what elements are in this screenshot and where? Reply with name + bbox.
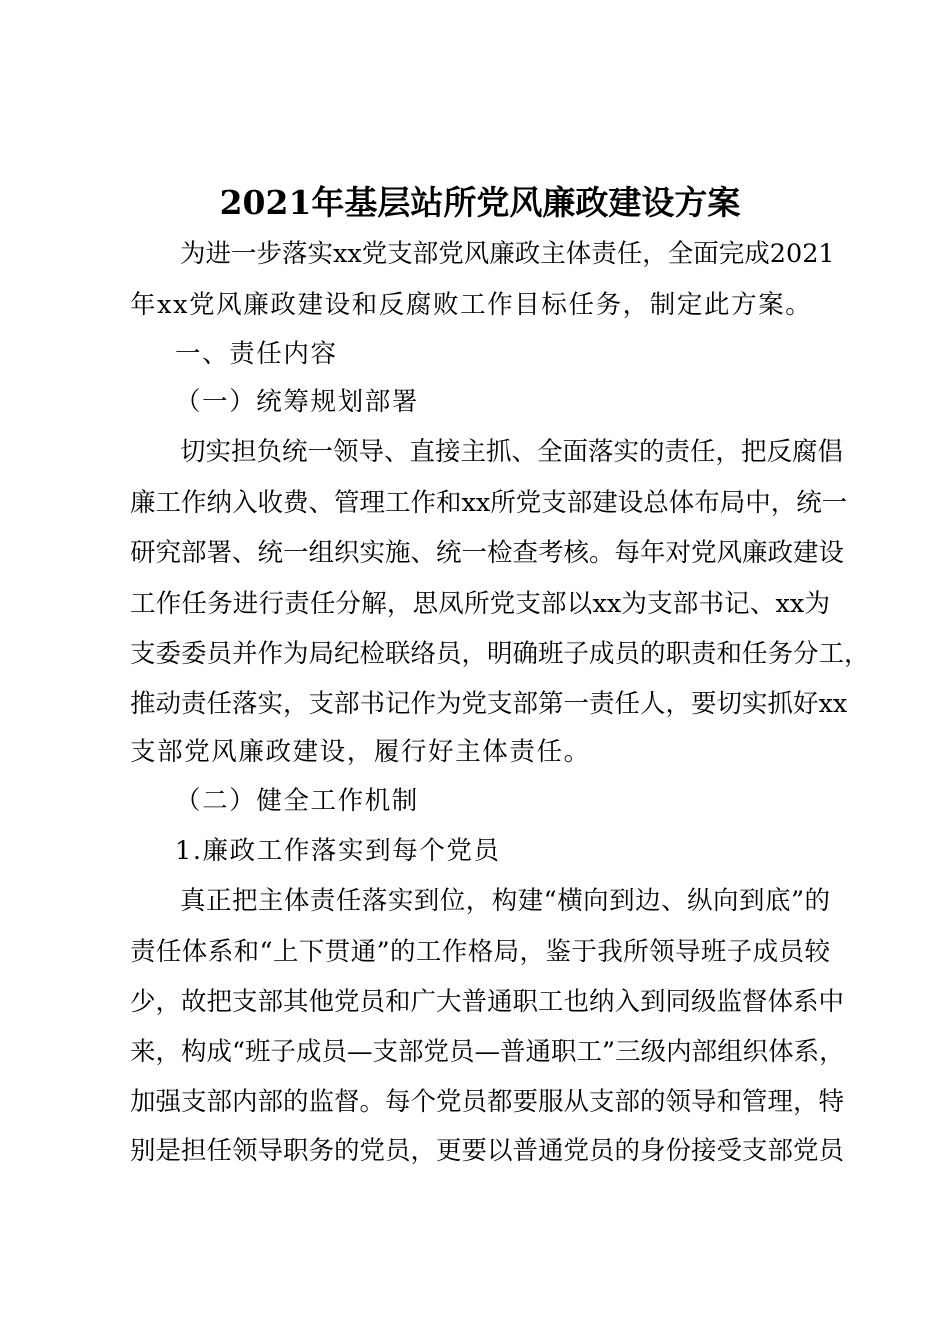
paragraph-line: 年xx党风廉政建设和反腐败工作目标任务，制定此方案。 — [130, 290, 813, 320]
paragraph-line: 来，构成“班子成员—支部党员—普通职工”三级内部组织体系， — [130, 1037, 845, 1067]
document-title: 2021年基层站所党风廉政建设方案 — [219, 183, 741, 222]
subsection-heading: （一）统筹规划部署 — [175, 387, 419, 417]
paragraph-line: 支部党风廉政建设，履行好主体责任。 — [130, 737, 591, 767]
subsection-heading: （二）健全工作机制 — [175, 786, 419, 816]
paragraph-line: 加强支部内部的监督。每个党员都要服从支部的领导和管理，特 — [130, 1087, 845, 1117]
paragraph-line: 少，故把支部其他党员和广大普通职工也纳入到同级监督体系中 — [130, 987, 845, 1017]
paragraph-line: 廉工作纳入收费、管理工作和xx所党支部建设总体布局中，统一 — [130, 488, 848, 518]
paragraph-line: 为进一步落实xx党支部党风廉政主体责任，全面完成2021 — [180, 239, 835, 269]
paragraph-line: 工作任务进行责任分解，思凤所党支部以xx为支部书记、xx为 — [130, 589, 830, 619]
paragraph-line: 切实担负统一领导、直接主抓、全面落实的责任，把反腐倡 — [180, 437, 844, 467]
paragraph-line: 支委委员并作为局纪检联络员，明确班子成员的职责和任务分工， — [130, 639, 870, 669]
paragraph-line: 推动责任落实，支部书记作为党支部第一责任人，要切实抓好xx — [130, 689, 848, 719]
paragraph-line: 别是担任领导职务的党员，更要以普通党员的身份接受支部党员 — [130, 1136, 845, 1166]
item-heading: 1.廉政工作落实到每个党员 — [175, 836, 501, 866]
paragraph-line: 责任体系和“上下贯通”的工作格局，鉴于我所领导班子成员较 — [130, 937, 830, 967]
paragraph-line: 真正把主体责任落实到位，构建“横向到边、纵向到底”的 — [180, 886, 830, 916]
paragraph-line: 研究部署、统一组织实施、统一检查考核。每年对党风廉政建设 — [130, 538, 845, 568]
section-heading: 一、责任内容 — [175, 339, 338, 369]
